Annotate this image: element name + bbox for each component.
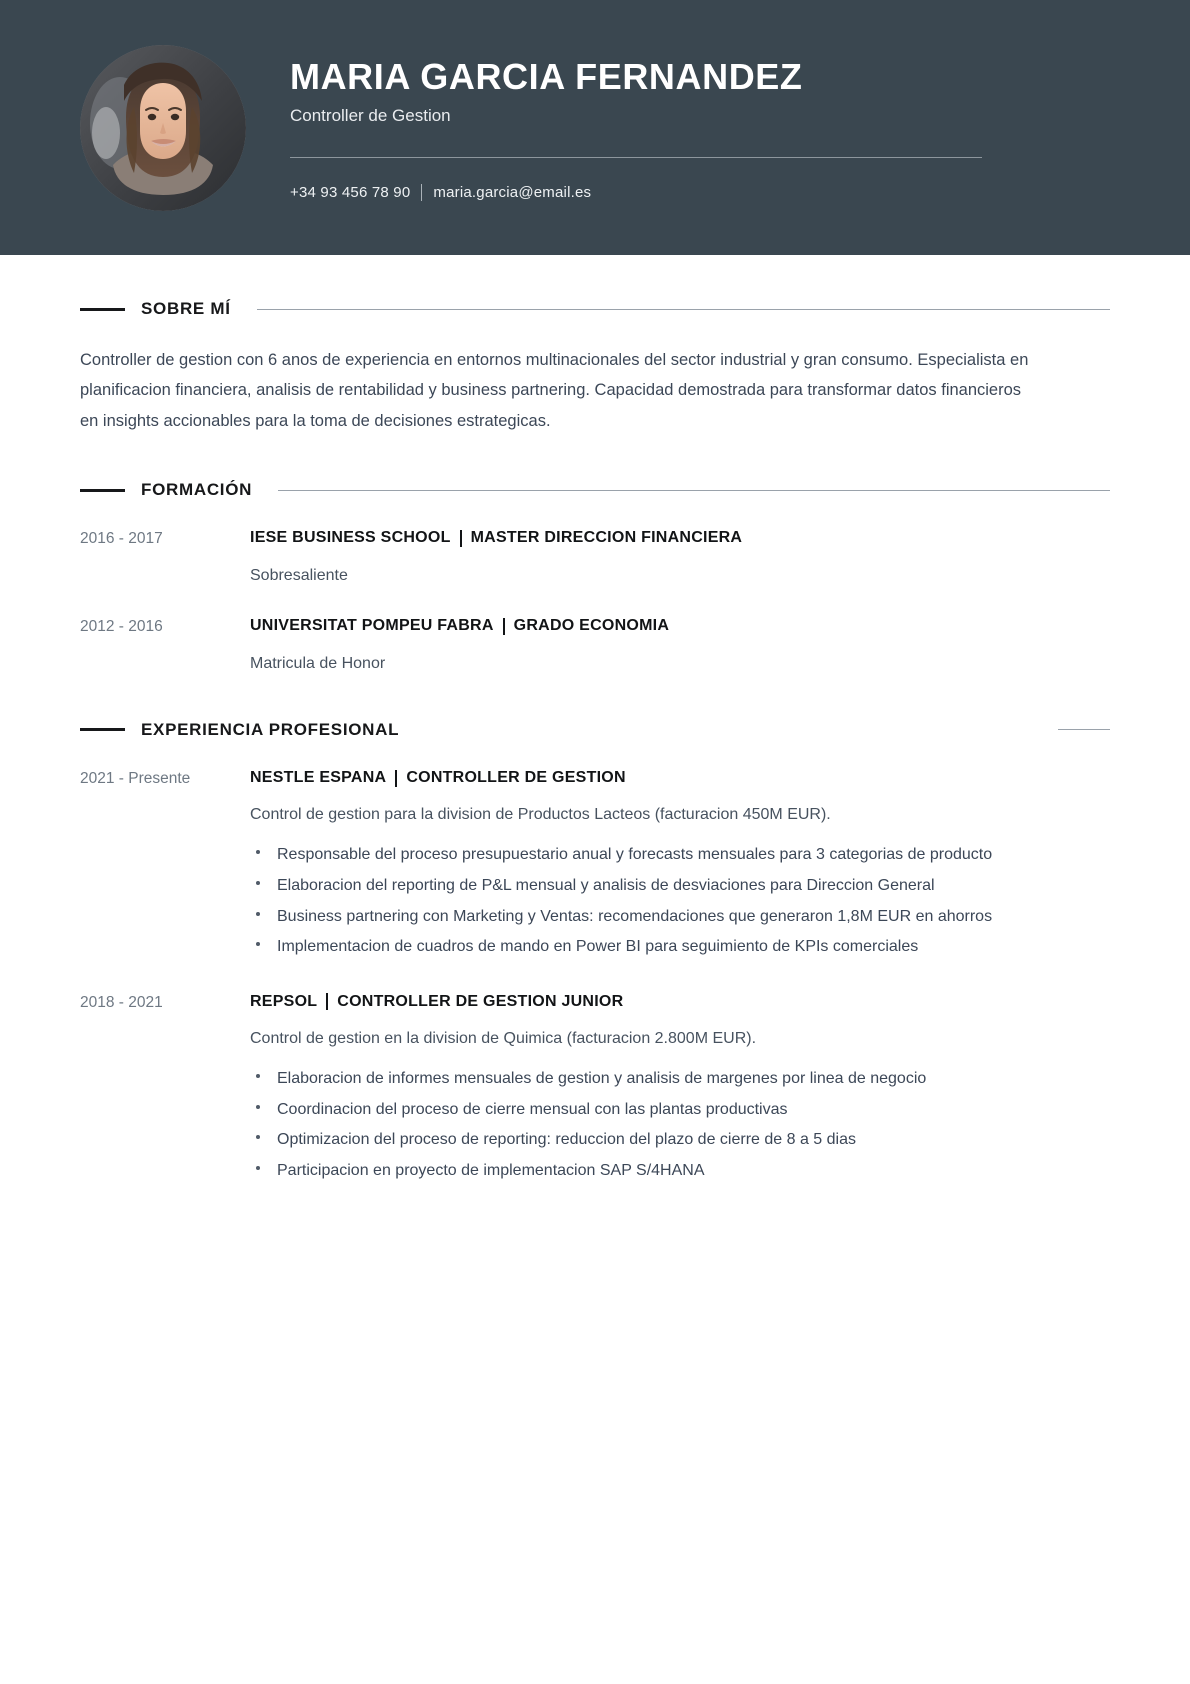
entry-date: 2012 - 2016 <box>80 617 163 635</box>
about-text: Controller de gestion con 6 anos de experiencia en entornos multinacionales del sector industrial y gran consumo. Especialista en planificacion financiera, analisis de rentabilidad y business partnering. Capacidad demostrada para transformar datos financieros en insights accionables para la toma de decisiones estrategicas. <box>80 351 1029 430</box>
achievement-list <box>250 1065 1110 1184</box>
entry-summary: Control de gestion en la division de Quimica (facturacion 2.800M EUR). <box>250 1030 757 1048</box>
title-separator <box>395 770 397 787</box>
list-item-text: Responsable del proceso presupuestario anual y forecasts mensuales para 3 categorias de producto <box>277 846 993 864</box>
bullet-dot-icon <box>256 942 260 946</box>
bullet-dot-icon <box>256 1105 260 1109</box>
entry-detail: Matricula de Honor <box>250 654 386 672</box>
section-dash-icon <box>80 489 125 492</box>
program-name: MASTER DIRECCION FINANCIERA <box>470 529 743 547</box>
header-text-block <box>290 54 982 200</box>
entry-content <box>250 768 1110 964</box>
page-title: MARIA GARCIA FERNANDEZ <box>290 56 803 98</box>
institution-name: UNIVERSITAT POMPEU FABRA <box>250 616 494 634</box>
title-separator <box>503 618 505 635</box>
list-item-text: Participacion en proyecto de implementacion SAP S/4HANA <box>277 1161 705 1179</box>
entry-detail: Sobresaliente <box>250 566 348 584</box>
entry-title <box>250 768 1110 789</box>
education-entry <box>80 528 1110 588</box>
bullet-dot-icon <box>256 1074 260 1078</box>
contact-separator <box>421 184 422 201</box>
program-name: GRADO ECONOMIA <box>513 616 670 634</box>
entry-summary: Control de gestion para la division de Productos Lacteos (facturacion 450M EUR). <box>250 806 831 824</box>
entry-title <box>250 616 1110 637</box>
entry-date: 2016 - 2017 <box>80 530 163 548</box>
list-item-text: Coordinacion del proceso de cierre mensual con las plantas productivas <box>277 1100 788 1118</box>
portrait-photo-icon <box>80 45 246 211</box>
phone-text: +34 93 456 78 90 <box>290 183 411 201</box>
achievement-list <box>250 841 1110 960</box>
list-item-text: Business partnering con Marketing y Ventas: recomendaciones que generaron 1,8M EUR en ahorros <box>277 907 993 925</box>
list-item <box>250 1096 1110 1124</box>
experience-entry <box>80 992 1110 1188</box>
education-entry <box>80 616 1110 676</box>
section-header-experience <box>80 720 1110 740</box>
experience-entry <box>80 768 1110 964</box>
entry-content <box>250 528 1110 588</box>
position-name: CONTROLLER DE GESTION <box>406 768 626 786</box>
list-item <box>250 1126 1110 1154</box>
entry-content <box>250 992 1110 1188</box>
position-name: CONTROLLER DE GESTION JUNIOR <box>337 992 624 1010</box>
job-title: Controller de Gestion <box>290 106 451 126</box>
contact-line <box>290 184 982 201</box>
resume-header <box>0 0 1190 255</box>
header-divider <box>290 157 982 158</box>
bullet-dot-icon <box>256 1166 260 1170</box>
section-experience <box>80 720 1110 1188</box>
list-item-text: Implementacion de cuadros de mando en Power BI para seguimiento de KPIs comerciales <box>277 938 919 956</box>
list-item <box>250 1157 1110 1185</box>
bullet-dot-icon <box>256 850 260 854</box>
section-dash-icon <box>80 308 125 311</box>
list-item-text: Elaboracion del reporting de P&L mensual y analisis de desviaciones para Direccion General <box>277 876 935 894</box>
section-about <box>80 299 1110 436</box>
section-rule <box>278 490 1110 491</box>
entry-date: 2018 - 2021 <box>80 993 163 1011</box>
section-title: EXPERIENCIA PROFESIONAL <box>141 719 400 739</box>
list-item-text: Optimizacion del proceso de reporting: reduccion del plazo de cierre de 8 a 5 dias <box>277 1131 856 1149</box>
section-header-education <box>80 480 1110 500</box>
company-name: NESTLE ESPANA <box>250 768 387 786</box>
avatar <box>80 45 246 211</box>
bullet-dot-icon <box>256 881 260 885</box>
entry-content <box>250 616 1110 676</box>
list-item <box>250 933 1110 961</box>
bullet-dot-icon <box>256 912 260 916</box>
section-header-about <box>80 299 1110 319</box>
entry-date: 2021 - Presente <box>80 769 191 787</box>
resume-body <box>0 299 1190 1187</box>
email-text: maria.garcia@email.es <box>433 183 592 201</box>
section-rule <box>257 309 1110 310</box>
section-rule <box>1058 729 1110 730</box>
section-title: SOBRE MÍ <box>141 299 231 318</box>
section-title: FORMACIÓN <box>141 480 253 500</box>
section-dash-icon <box>80 728 125 731</box>
title-separator <box>326 993 328 1010</box>
company-name: REPSOL <box>250 992 318 1010</box>
bullet-dot-icon <box>256 1135 260 1139</box>
institution-name: IESE BUSINESS SCHOOL <box>250 529 451 547</box>
list-item <box>250 841 1110 869</box>
title-separator <box>460 530 462 547</box>
list-item <box>250 1065 1110 1093</box>
list-item <box>250 903 1110 931</box>
section-education <box>80 480 1110 676</box>
list-item-text: Elaboracion de informes mensuales de gestion y analisis de margenes por linea de negocio <box>277 1070 927 1088</box>
entry-title <box>250 992 1110 1013</box>
entry-title <box>250 528 1110 549</box>
list-item <box>250 872 1110 900</box>
